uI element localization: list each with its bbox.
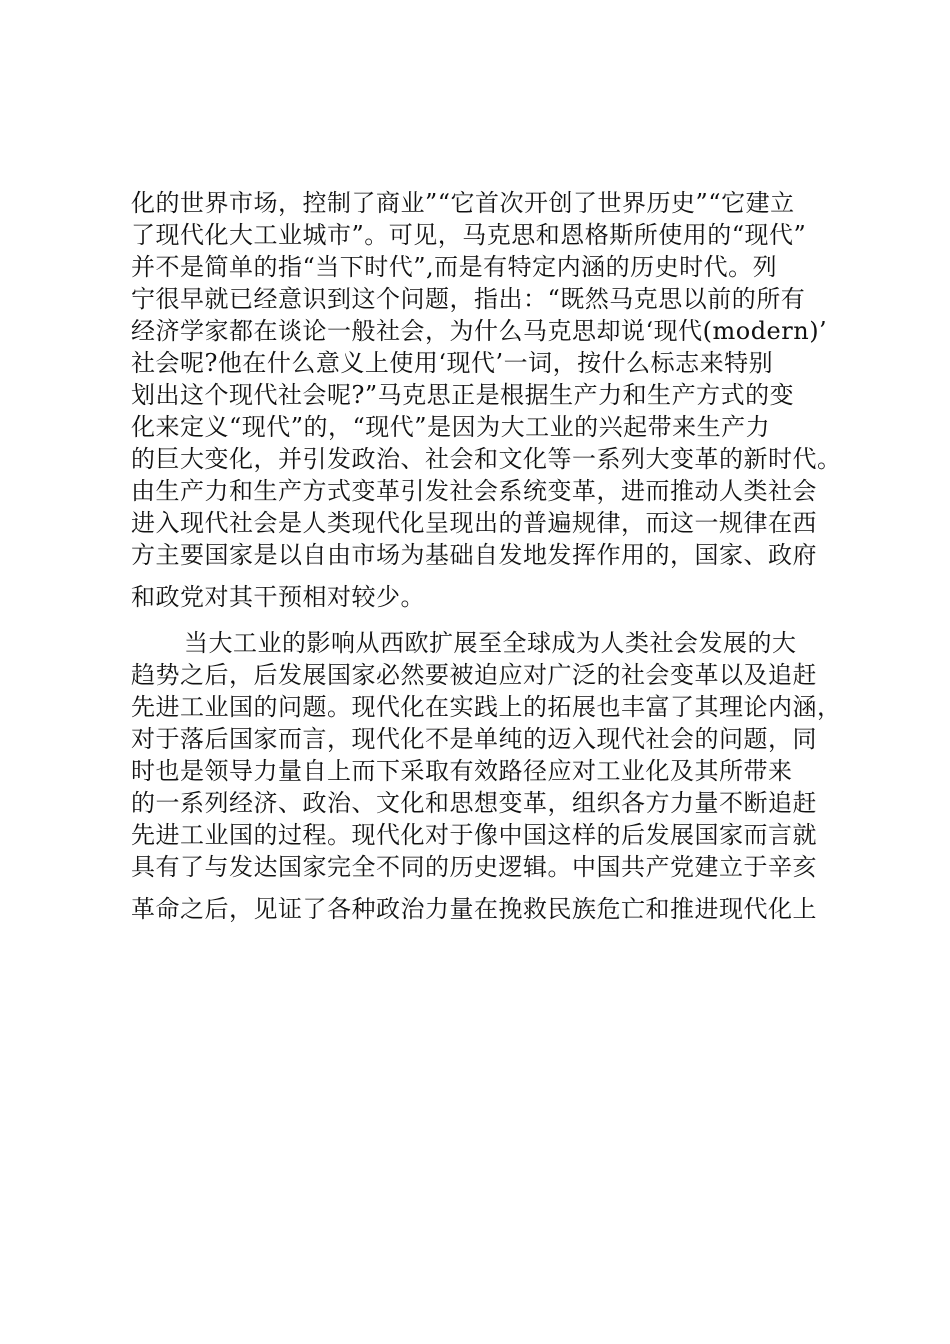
text-line: 方主要国家是以自由市场为基础自发地发挥作用的，国家、政府 <box>131 541 817 569</box>
text-line: 先进工业国的问题。现代化在实践上的拓展也丰富了其理论内涵， <box>131 693 842 721</box>
text-line: 具有了与发达国家完全不同的历史逻辑。中国共产党建立于辛亥 <box>131 853 817 881</box>
text-line: 革命之后，见证了各种政治力量在挽救民族危亡和推进现代化上 <box>131 895 817 923</box>
text-line: 划出这个现代社会呢?”马克思正是根据生产力和生产方式的变 <box>131 381 795 409</box>
text-line: 了现代化大工业城市”。可见，马克思和恩格斯所使用的“现代” <box>131 221 807 249</box>
paragraph-1 <box>131 187 851 613</box>
text-line: 宁很早就已经意识到这个问题，指出：“既然马克思以前的所有 <box>131 285 806 313</box>
text-line: 先进工业国的过程。现代化对于像中国这样的后发展国家而言就 <box>131 821 817 849</box>
text-line: 对于落后国家而言，现代化不是单纯的迈入现代社会的问题，同 <box>131 725 817 753</box>
paragraph-2 <box>131 627 851 925</box>
text-line: 和政党对其干预相对较少。 <box>131 583 425 611</box>
text-line: 趋势之后，后发展国家必然要被迫应对广泛的社会变革以及追赶 <box>131 661 817 689</box>
body-text <box>131 187 851 925</box>
text-line: 当大工业的影响从西欧扩展至全球成为人类社会发展的大 <box>184 629 797 657</box>
text-line: 的巨大变化，并引发政治、社会和文化等一系列大变革的新时代。 <box>131 445 842 473</box>
text-line: 社会呢?他在什么意义上使用‘现代’一词，按什么标志来特别 <box>131 349 774 377</box>
text-line: 化来定义“现代”的，“现代”是因为大工业的兴起带来生产力 <box>131 413 771 441</box>
text-line: 时也是领导力量自上而下采取有效路径应对工业化及其所带来 <box>131 757 793 785</box>
text-line: 化的世界市场，控制了商业”“它首次开创了世界历史”“它建立 <box>131 189 795 217</box>
text-line: 的一系列经济、政治、文化和思想变革，组织各方力量不断追赶 <box>131 789 817 817</box>
text-line: 进入现代社会是人类现代化呈现出的普遍规律，而这一规律在西 <box>131 509 817 537</box>
text-line: 经济学家都在谈论一般社会，为什么马克思却说‘现代(modern)’ <box>131 317 828 345</box>
text-line: 由生产力和生产方式变革引发社会系统变革，进而推动人类社会 <box>131 477 817 505</box>
text-line: 并不是简单的指“当下时代”,而是有特定内涵的历史时代。列 <box>131 253 778 281</box>
